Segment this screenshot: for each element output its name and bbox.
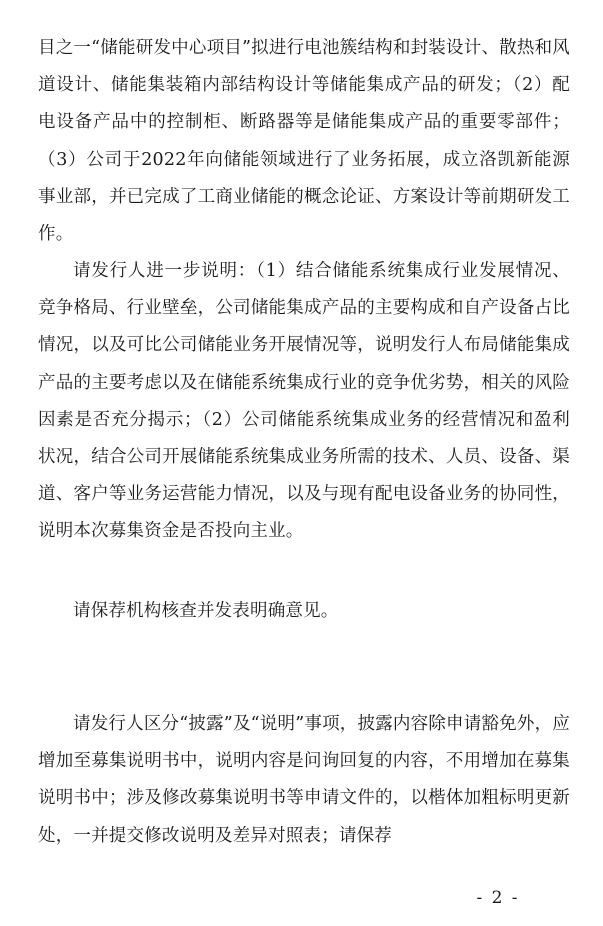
page-number: - 2 -: [476, 888, 520, 908]
body-paragraph-continuation: 目之一“储能研发中心项目”拟进行电池簇结构和封装设计、散热和风道设计、储能集装箱内部结构设计等储能集成产品的研发；（2）配电设备产品中的控制柜、断路器等是储能集成产品的重要零部件；（3）公司于2022年向储能领域进行了业务拓展，成立洛凯新能源事业部，并已完成了工商业储能的概念论证、方案设计等前期研发工作。: [38, 38, 570, 245]
body-paragraph-request: 请发行人进一步说明：（1）结合储能系统集成行业发展情况、竞争格局、行业壁垒，公司储能集成产品的主要构成和自产设备占比情况，以及可比公司储能业务开展情况等，说明发行人布局储能集成产品的主要考虑以及在储能系统集成行业的竞争优劣势，相关的风险因素是否充分揭示；（2）公司储能系统集成业务的经营情况和盈利状况，结合公司开展储能系统集成业务所需的技术、人员、设备、渠道、客户等业务运营能力情况，以及与现有配电设备业务的协同性，说明本次募集资金是否投向主业。: [38, 261, 570, 542]
body-paragraph-sponsor-check: 请保荐机构核查并发表明确意见。: [73, 601, 339, 621]
body-paragraph-disclosure-note: 请发行人区分“披露”及“说明”事项，披露内容除申请豁免外，应增加至募集说明书中，说明内容是问询回复的内容，不用增加在募集说明书中；涉及修改募集说明书等申请文件的，以楷体加粗标明更新处，一并提交修改说明及差异对照表；请保荐: [38, 714, 570, 846]
